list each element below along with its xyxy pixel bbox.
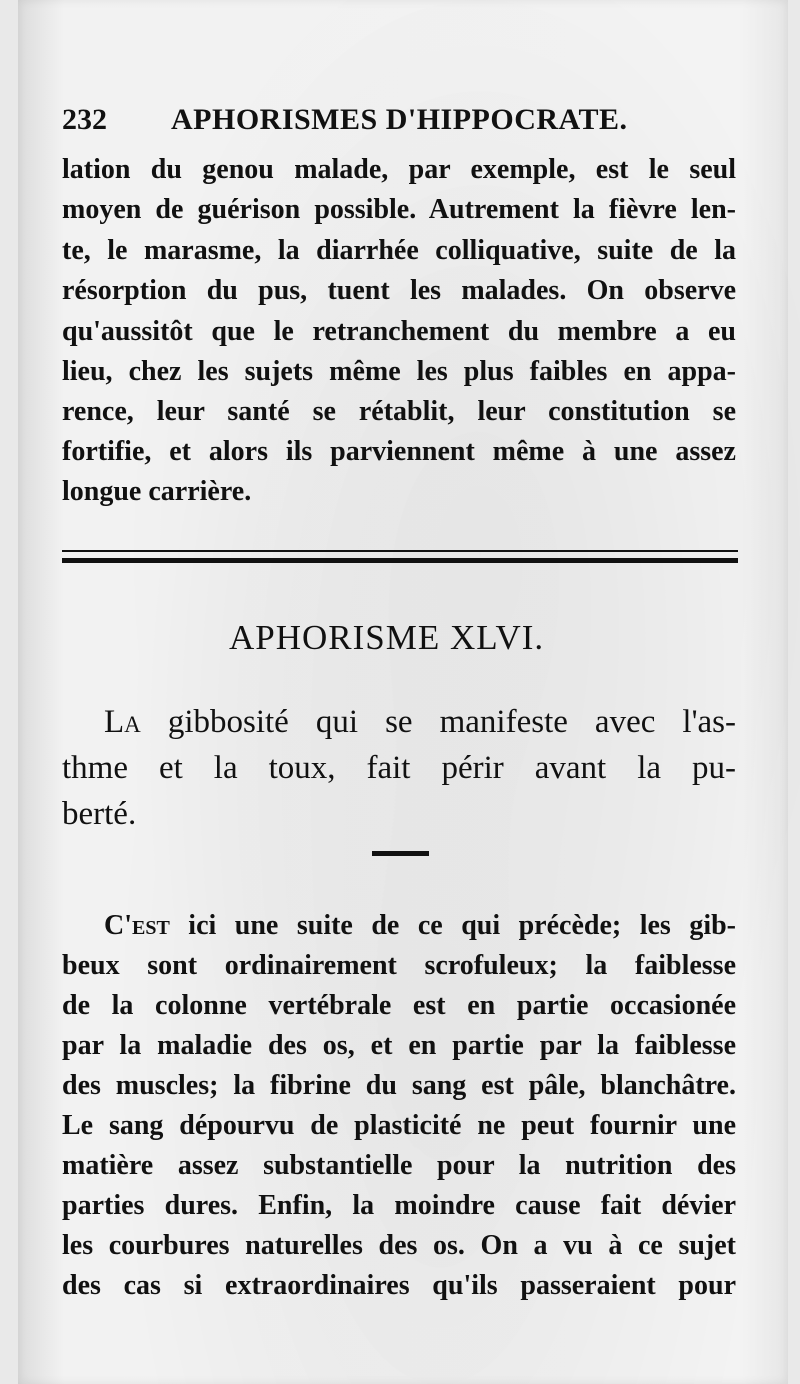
paragraph-line: qu'aussitôt que le retranchement du membre a eu (62, 316, 736, 347)
section-rule-thick (62, 558, 738, 563)
running-title: APHORISMES D'HIPPOCRATE. (171, 103, 628, 136)
commentary-line-text: ici une suite de ce qui précède; les gib- (169, 910, 736, 941)
commentary-line: par la maladie des os, et en partie par la faiblesse (62, 1030, 736, 1061)
aphorism-line (104, 700, 736, 744)
commentary-line: parties dures. Enfin, la moindre cause fait dévier (62, 1190, 736, 1221)
aphorism-heading: APHORISME XLVI. (229, 618, 545, 657)
page-number: 232 (62, 103, 107, 136)
commentary-line: Le sang dépourvu de plasticité ne peut fournir une (62, 1110, 736, 1141)
section-rule-thin (62, 550, 738, 552)
paragraph-line: résorption du pus, tuent les malades. On observe (62, 275, 736, 306)
paragraph-line: te, le marasme, la diarrhée colliquative, suite de la (62, 235, 736, 266)
aphorism-line: thme et la toux, fait périr avant la pu- (62, 750, 736, 786)
commentary-line: matière assez substantielle pour la nutrition des (62, 1150, 736, 1181)
page-header (62, 103, 742, 143)
aphorism-line-text: gibbosité qui se manifeste avec l'as- (140, 704, 736, 740)
commentary-line: des muscles; la fibrine du sang est pâle, blanchâtre. (62, 1070, 736, 1101)
paragraph-line: fortifie, et alors ils parviennent même à une assez (62, 436, 736, 467)
commentary-line: de la colonne vertébrale est en partie occasionée (62, 990, 736, 1021)
aphorism-line: berté. (62, 796, 137, 832)
paragraph-line: lieu, chez les sujets même les plus faibles en appa- (62, 356, 736, 387)
aphorism-lead: La (104, 704, 141, 740)
separator-rule (372, 851, 429, 856)
paragraph-line: moyen de guérison possible. Autrement la fièvre len- (62, 194, 736, 225)
commentary-line: beux sont ordinairement scrofuleux; la faiblesse (62, 950, 736, 981)
paragraph-line: rence, leur santé se rétablit, leur constitution se (62, 396, 736, 427)
paragraph-line: lation du genou malade, par exemple, est le seul (62, 154, 736, 185)
commentary-lead: C'est (104, 910, 170, 941)
paragraph-line: longue carrière. (62, 476, 252, 507)
commentary-line: les courbures naturelles des os. On a vu à ce sujet (62, 1230, 736, 1261)
commentary-line: des cas si extraordinaires qu'ils passeraient pour (62, 1270, 736, 1301)
commentary-line (104, 906, 736, 946)
